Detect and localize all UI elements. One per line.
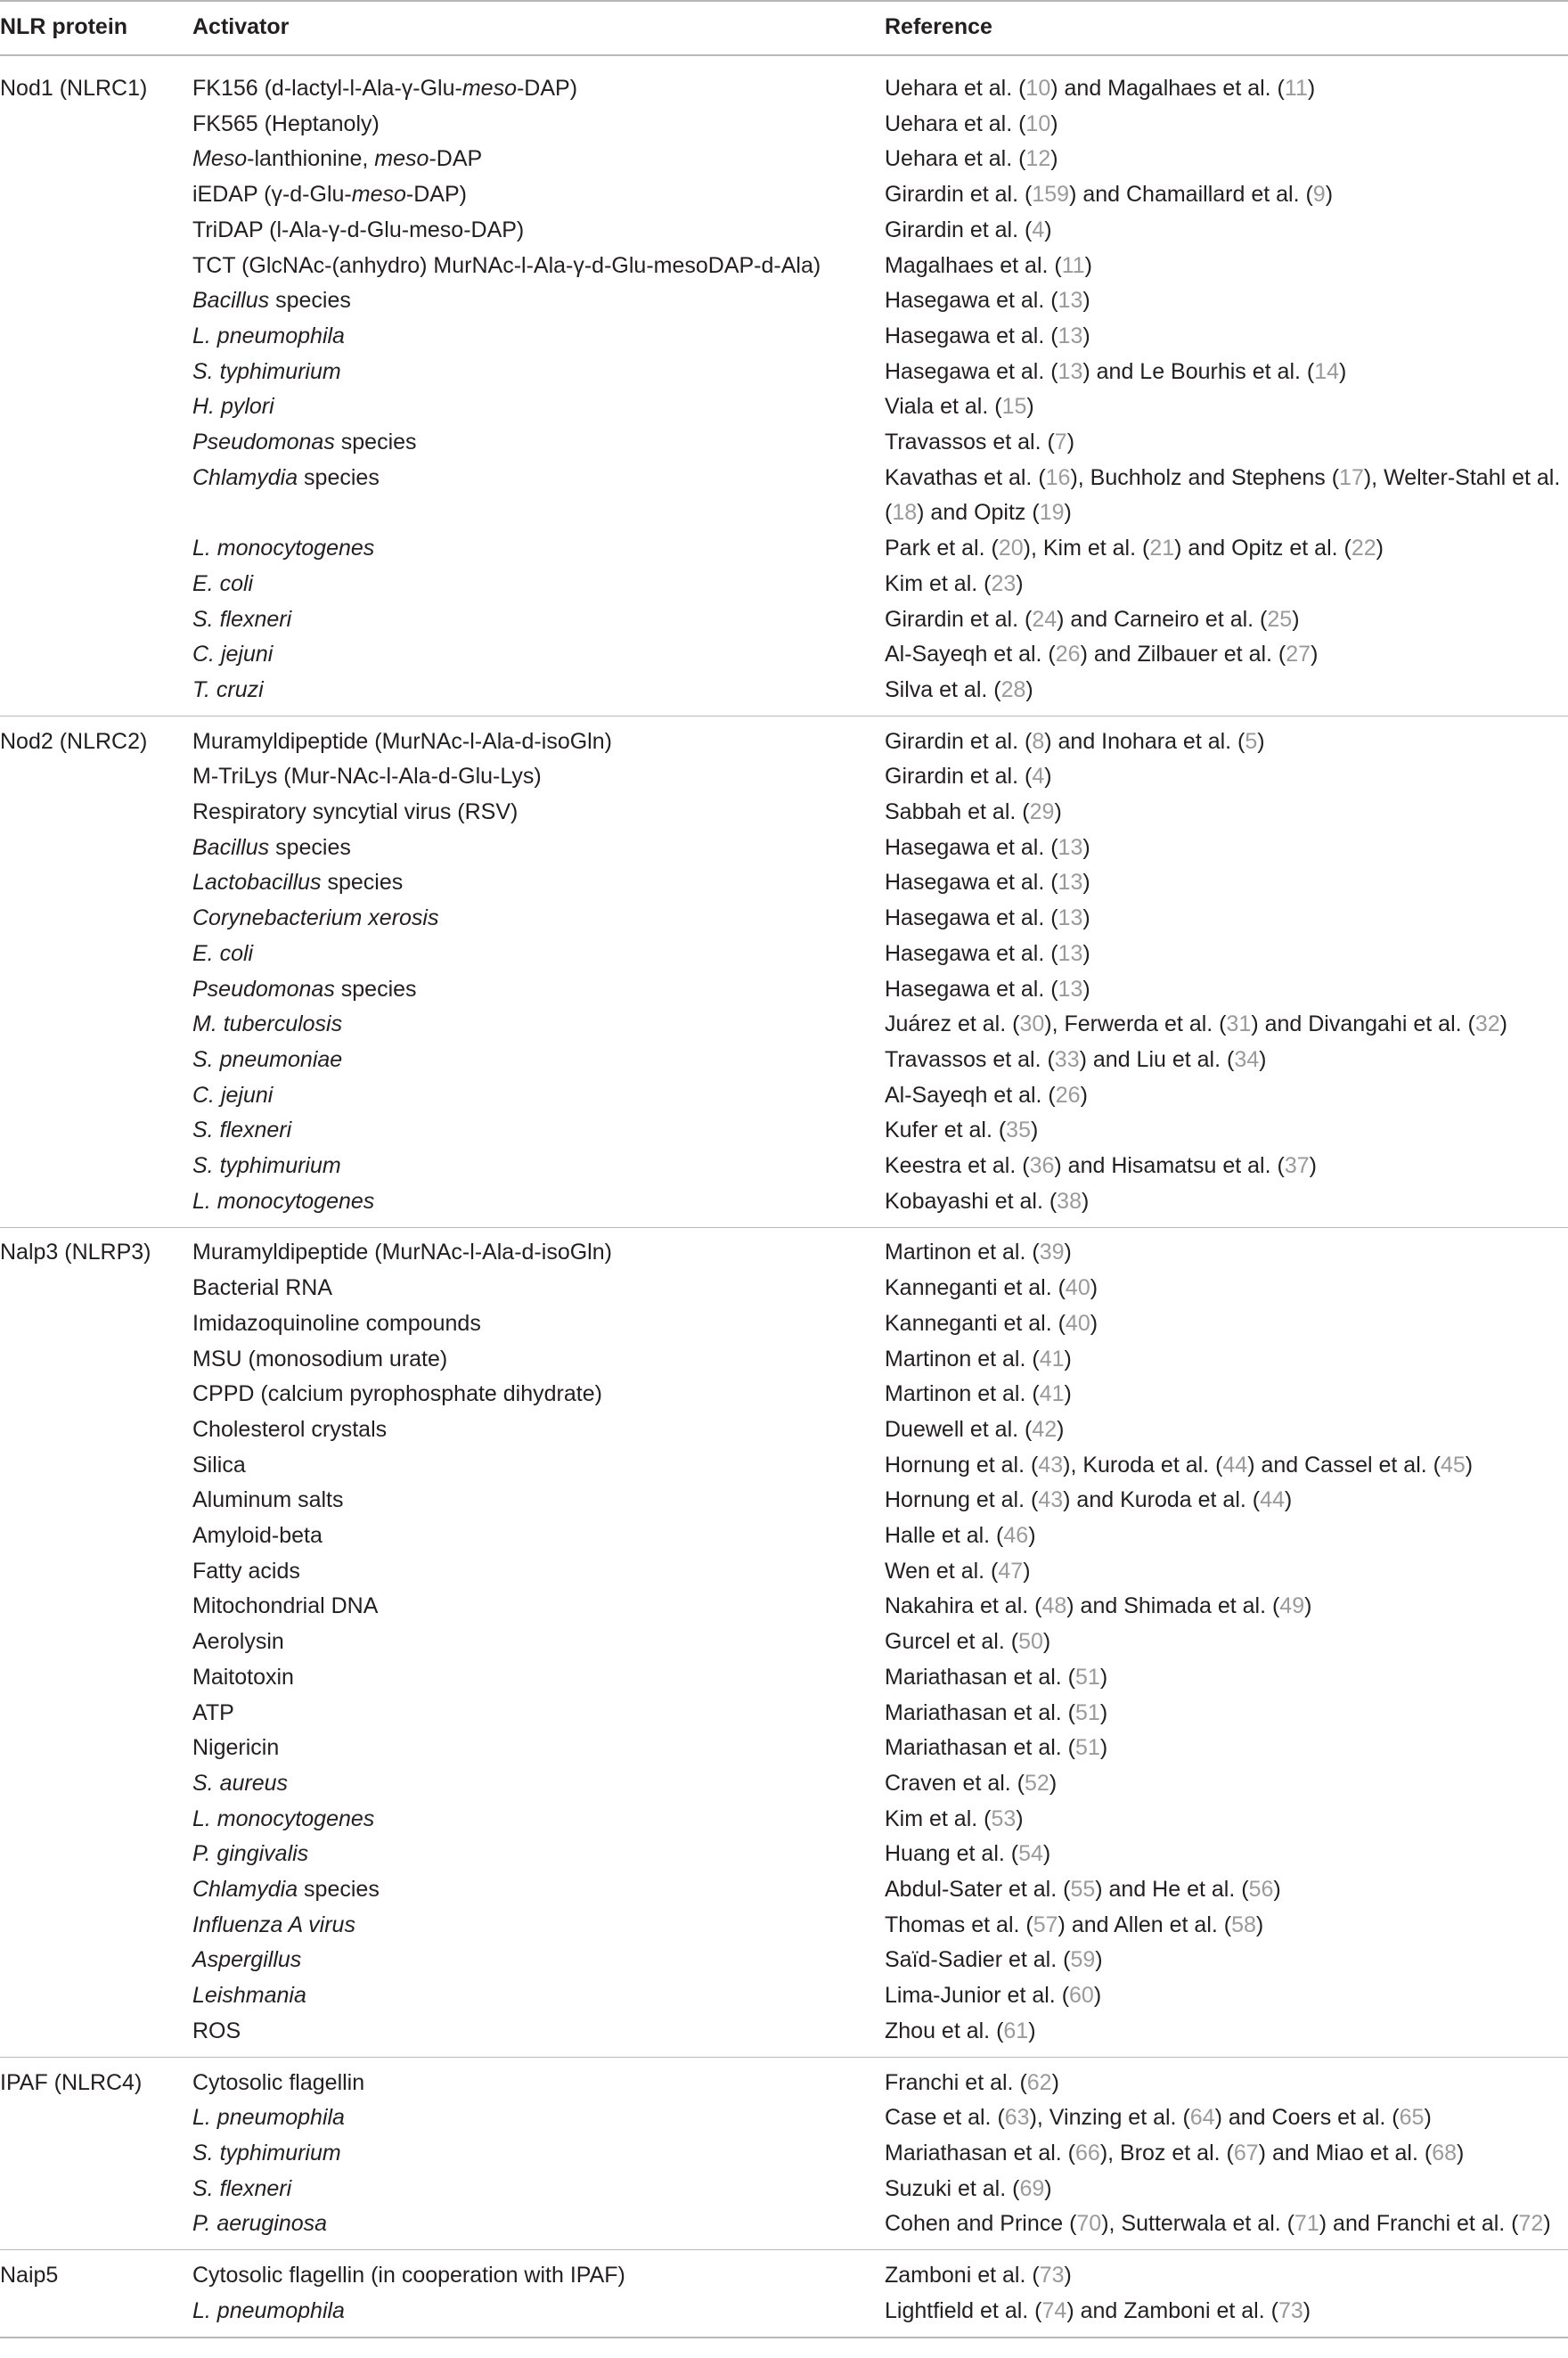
reference-cell: Craven et al. (52) [885, 1770, 1058, 1796]
reference-cell: Duewell et al. (42) [885, 1416, 1065, 1442]
reference-cell: Martinon et al. (41) [885, 1381, 1072, 1407]
citation-number: 13 [1058, 976, 1083, 1002]
citation-number: 67 [1233, 2140, 1259, 2166]
activator-cell: C. jejuni [192, 642, 274, 667]
header-nlr-protein: NLR protein [0, 14, 128, 39]
reference-cell: Keestra et al. (36) and Hisamatsu et al. (37) [885, 1153, 1317, 1178]
citation-number: 9 [1312, 182, 1326, 208]
activator-cell: S. pneumoniae [192, 1046, 343, 1072]
reference-cell: Magalhaes et al. (11) [885, 252, 1092, 278]
citation-number: 4 [1032, 217, 1045, 242]
citation-number: 159 [1032, 182, 1070, 208]
activator-cell: Bacillus species [192, 288, 351, 314]
citation-number: 41 [1039, 1381, 1065, 1407]
citation-number: 36 [1029, 1153, 1055, 1178]
activator-cell: L. monocytogenes [192, 1805, 375, 1831]
citation-number: 65 [1399, 2105, 1425, 2131]
reference-cell: Travassos et al. (33) and Liu et al. (34) [885, 1046, 1267, 1072]
reference-cell: Mariathasan et al. (66), Broz et al. (67) and Miao et al. (68) [885, 2140, 1465, 2166]
citation-number: 4 [1032, 764, 1045, 790]
citation-number: 13 [1058, 905, 1083, 931]
citation-number: 27 [1286, 642, 1311, 667]
reference-cell: Kim et al. (53) [885, 1805, 1024, 1831]
activator-cell: Aerolysin [192, 1629, 284, 1655]
citation-number: 61 [1003, 2018, 1029, 2043]
reference-cell: Kobayashi et al. (38) [885, 1188, 1090, 1214]
reference-cell-continued: (18) and Opitz (19) [885, 500, 1072, 526]
reference-cell: Girardin et al. (4) [885, 217, 1052, 242]
activator-cell: M-TriLys (Mur-NAc-l-Ala-d-Glu-Lys) [192, 764, 542, 790]
citation-number: 44 [1222, 1452, 1248, 1478]
nlr-protein-name: Nalp3 (NLRP3) [0, 1240, 151, 1265]
reference-cell: Viala et al. (15) [885, 394, 1034, 420]
activator-cell: FK156 (d-lactyl-l-Ala-γ-Glu-meso-DAP) [192, 76, 578, 101]
activator-cell: E. coli [192, 570, 254, 596]
citation-number: 69 [1019, 2175, 1045, 2201]
reference-cell: Mariathasan et al. (51) [885, 1699, 1108, 1725]
reference-cell: Cohen and Prince (70), Sutterwala et al. (71) and Franchi et al. (72) [885, 2211, 1551, 2237]
reference-cell: Girardin et al. (159) and Chamaillard et al. (9) [885, 182, 1334, 208]
activator-cell: Imidazoquinoline compounds [192, 1310, 481, 1336]
reference-cell: Hasegawa et al. (13) [885, 288, 1090, 314]
activator-cell: C. jejuni [192, 1082, 274, 1108]
citation-number: 55 [1070, 1877, 1096, 1902]
citation-number: 23 [991, 570, 1017, 596]
reference-cell: Kanneganti et al. (40) [885, 1310, 1098, 1336]
reference-cell: Huang et al. (54) [885, 1841, 1051, 1867]
citation-number: 12 [1025, 146, 1051, 172]
citation-number: 8 [1032, 728, 1045, 754]
reference-cell: Hasegawa et al. (13) [885, 905, 1090, 931]
activator-cell: Influenza A virus [192, 1912, 355, 1937]
citation-number: 35 [1006, 1118, 1031, 1143]
citation-number: 62 [1026, 2069, 1052, 2095]
nlr-protein-name: Naip5 [0, 2263, 59, 2288]
citation-number: 51 [1075, 1735, 1100, 1761]
group-divider [0, 2249, 1568, 2250]
citation-number: 42 [1032, 1416, 1058, 1442]
citation-number: 53 [991, 1805, 1017, 1831]
activator-cell: Amyloid-beta [192, 1523, 323, 1548]
reference-cell: Kavathas et al. (16), Buchholz and Stephens (17), Welter-Stahl et al. [885, 464, 1561, 490]
citation-number: 73 [1039, 2263, 1065, 2288]
activator-cell: E. coli [192, 940, 254, 966]
reference-cell: Martinon et al. (39) [885, 1240, 1072, 1265]
reference-cell: Zhou et al. (61) [885, 2018, 1036, 2043]
reference-cell: Hornung et al. (43), Kuroda et al. (44) and Cassel et al. (45) [885, 1452, 1474, 1478]
reference-cell: Hasegawa et al. (13) [885, 940, 1090, 966]
reference-cell: Hasegawa et al. (13) [885, 870, 1090, 896]
citation-number: 51 [1075, 1664, 1100, 1690]
reference-cell: Lightfield et al. (74) and Zamboni et al. (73) [885, 2297, 1311, 2323]
citation-number: 32 [1474, 1011, 1500, 1037]
activator-cell: FK565 (Heptanoly) [192, 111, 380, 136]
reference-cell: Saïd-Sadier et al. (59) [885, 1947, 1103, 1973]
reference-cell: Girardin et al. (4) [885, 764, 1052, 790]
citation-number: 7 [1054, 430, 1067, 454]
nlr-protein-name: Nod1 (NLRC1) [0, 76, 148, 101]
header-reference: Reference [885, 14, 992, 39]
reference-cell: Nakahira et al. (48) and Shimada et al. (49) [885, 1593, 1312, 1619]
reference-cell: Park et al. (20), Kim et al. (21) and Opitz et al. (22) [885, 536, 1384, 561]
citation-number: 60 [1069, 1983, 1094, 2009]
activator-cell: Bacillus species [192, 834, 351, 860]
activator-cell: M. tuberculosis [192, 1011, 343, 1037]
reference-cell: Uehara et al. (10) and Magalhaes et al. (11) [885, 76, 1316, 101]
activator-cell: Corynebacterium xerosis [192, 905, 439, 931]
citation-number: 26 [1055, 1082, 1081, 1108]
citation-number: 73 [1278, 2297, 1303, 2323]
citation-number: 38 [1057, 1188, 1082, 1214]
group-divider [0, 1227, 1568, 1228]
bottom-rule [0, 2337, 1568, 2338]
reference-cell: Girardin et al. (8) and Inohara et al. (5) [885, 728, 1265, 754]
header-activator: Activator [192, 14, 290, 39]
reference-cell: Kim et al. (23) [885, 570, 1024, 596]
citation-number: 21 [1149, 536, 1175, 561]
citation-number: 43 [1038, 1487, 1064, 1513]
citation-number: 25 [1267, 606, 1293, 632]
activator-cell: Pseudomonas species [192, 976, 417, 1002]
activator-cell: S. flexneri [192, 2175, 292, 2201]
reference-cell: Hasegawa et al. (13) and Le Bourhis et al. (14) [885, 358, 1347, 384]
citation-number: 22 [1351, 536, 1376, 561]
header-rule [0, 54, 1568, 56]
citation-number: 45 [1440, 1452, 1466, 1478]
top-rule [0, 0, 1568, 2]
activator-cell: S. typhimurium [192, 1153, 341, 1178]
reference-cell: Sabbah et al. (29) [885, 799, 1062, 824]
reference-cell: Travassos et al. (7) [885, 430, 1075, 454]
reference-cell: Mariathasan et al. (51) [885, 1735, 1108, 1761]
activator-cell: S. flexneri [192, 1118, 292, 1143]
citation-number: 57 [1033, 1912, 1058, 1937]
citation-number: 13 [1058, 323, 1083, 348]
citation-number: 13 [1058, 358, 1083, 384]
activator-cell: Nigericin [192, 1735, 280, 1761]
activator-cell: Lactobacillus species [192, 870, 404, 896]
citation-number: 63 [1004, 2105, 1030, 2131]
activator-cell: Muramyldipeptide (MurNAc-l-Ala-d-isoGln) [192, 1240, 612, 1265]
activator-cell: Cytosolic flagellin (in cooperation with IPAF) [192, 2263, 625, 2288]
citation-number: 58 [1231, 1912, 1256, 1937]
activator-cell: Chlamydia species [192, 1877, 380, 1902]
activator-cell: Leishmania [192, 1983, 306, 2009]
citation-number: 24 [1032, 606, 1058, 632]
citation-number: 31 [1226, 1011, 1252, 1037]
citation-number: 11 [1061, 252, 1085, 278]
activator-cell: Silica [192, 1452, 246, 1478]
activator-cell: S. typhimurium [192, 2140, 341, 2166]
activator-cell: MSU (monosodium urate) [192, 1346, 448, 1371]
nlr-protein-name: IPAF (NLRC4) [0, 2069, 143, 2095]
citation-number: 44 [1260, 1487, 1285, 1513]
activator-cell: P. aeruginosa [192, 2211, 328, 2237]
citation-number: 10 [1025, 111, 1051, 136]
activator-cell: L. monocytogenes [192, 536, 375, 561]
citation-number: 56 [1248, 1877, 1274, 1902]
reference-cell: Lima-Junior et al. (60) [885, 1983, 1102, 2009]
activator-cell: Respiratory syncytial virus (RSV) [192, 799, 519, 824]
activator-cell: ROS [192, 2018, 241, 2043]
citation-number: 49 [1279, 1593, 1305, 1619]
citation-number: 64 [1189, 2105, 1215, 2131]
citation-number: 52 [1025, 1770, 1049, 1796]
activator-cell: T. cruzi [192, 676, 264, 702]
reference-cell: Hornung et al. (43) and Kuroda et al. (44) [885, 1487, 1293, 1513]
citation-number: 46 [1003, 1523, 1029, 1548]
citation-number: 29 [1029, 799, 1055, 824]
reference-cell: Hasegawa et al. (13) [885, 323, 1090, 348]
reference-cell: Franchi et al. (62) [885, 2069, 1059, 2095]
reference-cell: Juárez et al. (30), Ferwerda et al. (31) and Divangahi et al. (32) [885, 1011, 1507, 1037]
citation-number: 15 [1001, 394, 1027, 420]
activator-cell: iEDAP (γ-d-Glu-meso-DAP) [192, 182, 467, 208]
citation-number: 37 [1284, 1153, 1310, 1178]
citation-number: 33 [1054, 1046, 1080, 1072]
reference-cell: Martinon et al. (41) [885, 1346, 1072, 1371]
citation-number: 13 [1058, 940, 1083, 966]
citation-number: 18 [892, 500, 918, 526]
activator-cell: Chlamydia species [192, 464, 380, 490]
activator-cell: Aluminum salts [192, 1487, 344, 1513]
activator-cell: ATP [192, 1699, 234, 1725]
reference-cell: Hasegawa et al. (13) [885, 976, 1090, 1002]
activator-cell: Mitochondrial DNA [192, 1593, 379, 1619]
citation-number: 68 [1432, 2140, 1458, 2166]
citation-number: 50 [1018, 1629, 1043, 1655]
activator-cell: Bacterial RNA [192, 1275, 332, 1301]
activator-cell: S. aureus [192, 1770, 289, 1796]
citation-number: 16 [1045, 464, 1071, 490]
citation-number: 26 [1055, 642, 1081, 667]
activator-cell: Meso-lanthionine, meso-DAP [192, 146, 483, 172]
reference-cell: Al-Sayeqh et al. (26) and Zilbauer et al. (27) [885, 642, 1319, 667]
citation-number: 51 [1075, 1699, 1100, 1725]
reference-cell: Case et al. (63), Vinzing et al. (64) and Coers et al. (65) [885, 2105, 1432, 2131]
citation-number: 74 [1041, 2297, 1067, 2323]
activator-cell: S. flexneri [192, 606, 292, 632]
activator-cell: TCT (GlcNAc-(anhydro) MurNAc-l-Ala-γ-d-Glu-mesoDAP-d-Ala) [192, 252, 821, 278]
activator-cell: Pseudomonas species [192, 430, 417, 454]
reference-cell: Thomas et al. (57) and Allen et al. (58) [885, 1912, 1264, 1937]
reference-cell: Mariathasan et al. (51) [885, 1664, 1108, 1690]
reference-cell: Gurcel et al. (50) [885, 1629, 1051, 1655]
activator-cell: L. monocytogenes [192, 1188, 375, 1214]
reference-cell: Uehara et al. (10) [885, 111, 1058, 136]
citation-number: 13 [1058, 870, 1083, 896]
activator-cell: L. pneumophila [192, 323, 345, 348]
activator-cell: Aspergillus [192, 1947, 302, 1973]
activator-cell: Fatty acids [192, 1558, 300, 1584]
citation-number: 59 [1070, 1947, 1096, 1973]
reference-cell: Girardin et al. (24) and Carneiro et al. (25) [885, 606, 1300, 632]
reference-cell: Hasegawa et al. (13) [885, 834, 1090, 860]
citation-number: 11 [1284, 76, 1308, 101]
citation-number: 39 [1039, 1240, 1065, 1265]
citation-number: 41 [1039, 1346, 1065, 1371]
activator-cell: P. gingivalis [192, 1841, 309, 1867]
citation-number: 70 [1076, 2211, 1102, 2237]
reference-cell: Silva et al. (28) [885, 676, 1033, 702]
citation-number: 13 [1058, 834, 1083, 860]
citation-number: 54 [1018, 1841, 1043, 1867]
activator-cell: Cytosolic flagellin [192, 2069, 365, 2095]
citation-number: 30 [1019, 1011, 1045, 1037]
reference-cell: Al-Sayeqh et al. (26) [885, 1082, 1088, 1108]
reference-cell: Wen et al. (47) [885, 1558, 1031, 1584]
citation-number: 40 [1065, 1275, 1090, 1301]
citation-number: 10 [1025, 76, 1051, 101]
activator-cell: L. pneumophila [192, 2297, 345, 2323]
citation-number: 17 [1339, 464, 1364, 490]
activator-cell: Cholesterol crystals [192, 1416, 388, 1442]
citation-number: 19 [1039, 500, 1065, 526]
citation-number: 28 [1000, 676, 1026, 702]
reference-cell: Kufer et al. (35) [885, 1118, 1039, 1143]
citation-number: 47 [998, 1558, 1024, 1584]
activator-cell: Maitotoxin [192, 1664, 294, 1690]
reference-cell: Zamboni et al. (73) [885, 2263, 1072, 2288]
citation-number: 34 [1234, 1046, 1260, 1072]
citation-number: 20 [998, 536, 1024, 561]
activator-cell: TriDAP (l-Ala-γ-d-Glu-meso-DAP) [192, 217, 525, 242]
citation-number: 71 [1294, 2211, 1319, 2237]
citation-number: 13 [1058, 288, 1083, 314]
citation-number: 48 [1041, 1593, 1067, 1619]
reference-cell: Suzuki et al. (69) [885, 2175, 1052, 2201]
citation-number: 43 [1038, 1452, 1064, 1478]
citation-number: 5 [1245, 728, 1258, 754]
nlr-protein-name: Nod2 (NLRC2) [0, 728, 148, 754]
citation-number: 72 [1518, 2211, 1544, 2237]
citation-number: 40 [1065, 1310, 1090, 1336]
citation-number: 66 [1075, 2140, 1100, 2166]
group-divider [0, 2057, 1568, 2058]
citation-number: 14 [1314, 358, 1340, 384]
reference-cell: Kanneganti et al. (40) [885, 1275, 1098, 1301]
reference-cell: Uehara et al. (12) [885, 146, 1058, 172]
reference-cell: Abdul-Sater et al. (55) and He et al. (56) [885, 1877, 1281, 1902]
reference-cell: Halle et al. (46) [885, 1523, 1036, 1548]
activator-cell: S. typhimurium [192, 358, 341, 384]
activator-cell: H. pylori [192, 394, 274, 420]
activator-cell: L. pneumophila [192, 2105, 345, 2131]
activator-cell: Muramyldipeptide (MurNAc-l-Ala-d-isoGln) [192, 728, 612, 754]
activator-cell: CPPD (calcium pyrophosphate dihydrate) [192, 1381, 602, 1407]
